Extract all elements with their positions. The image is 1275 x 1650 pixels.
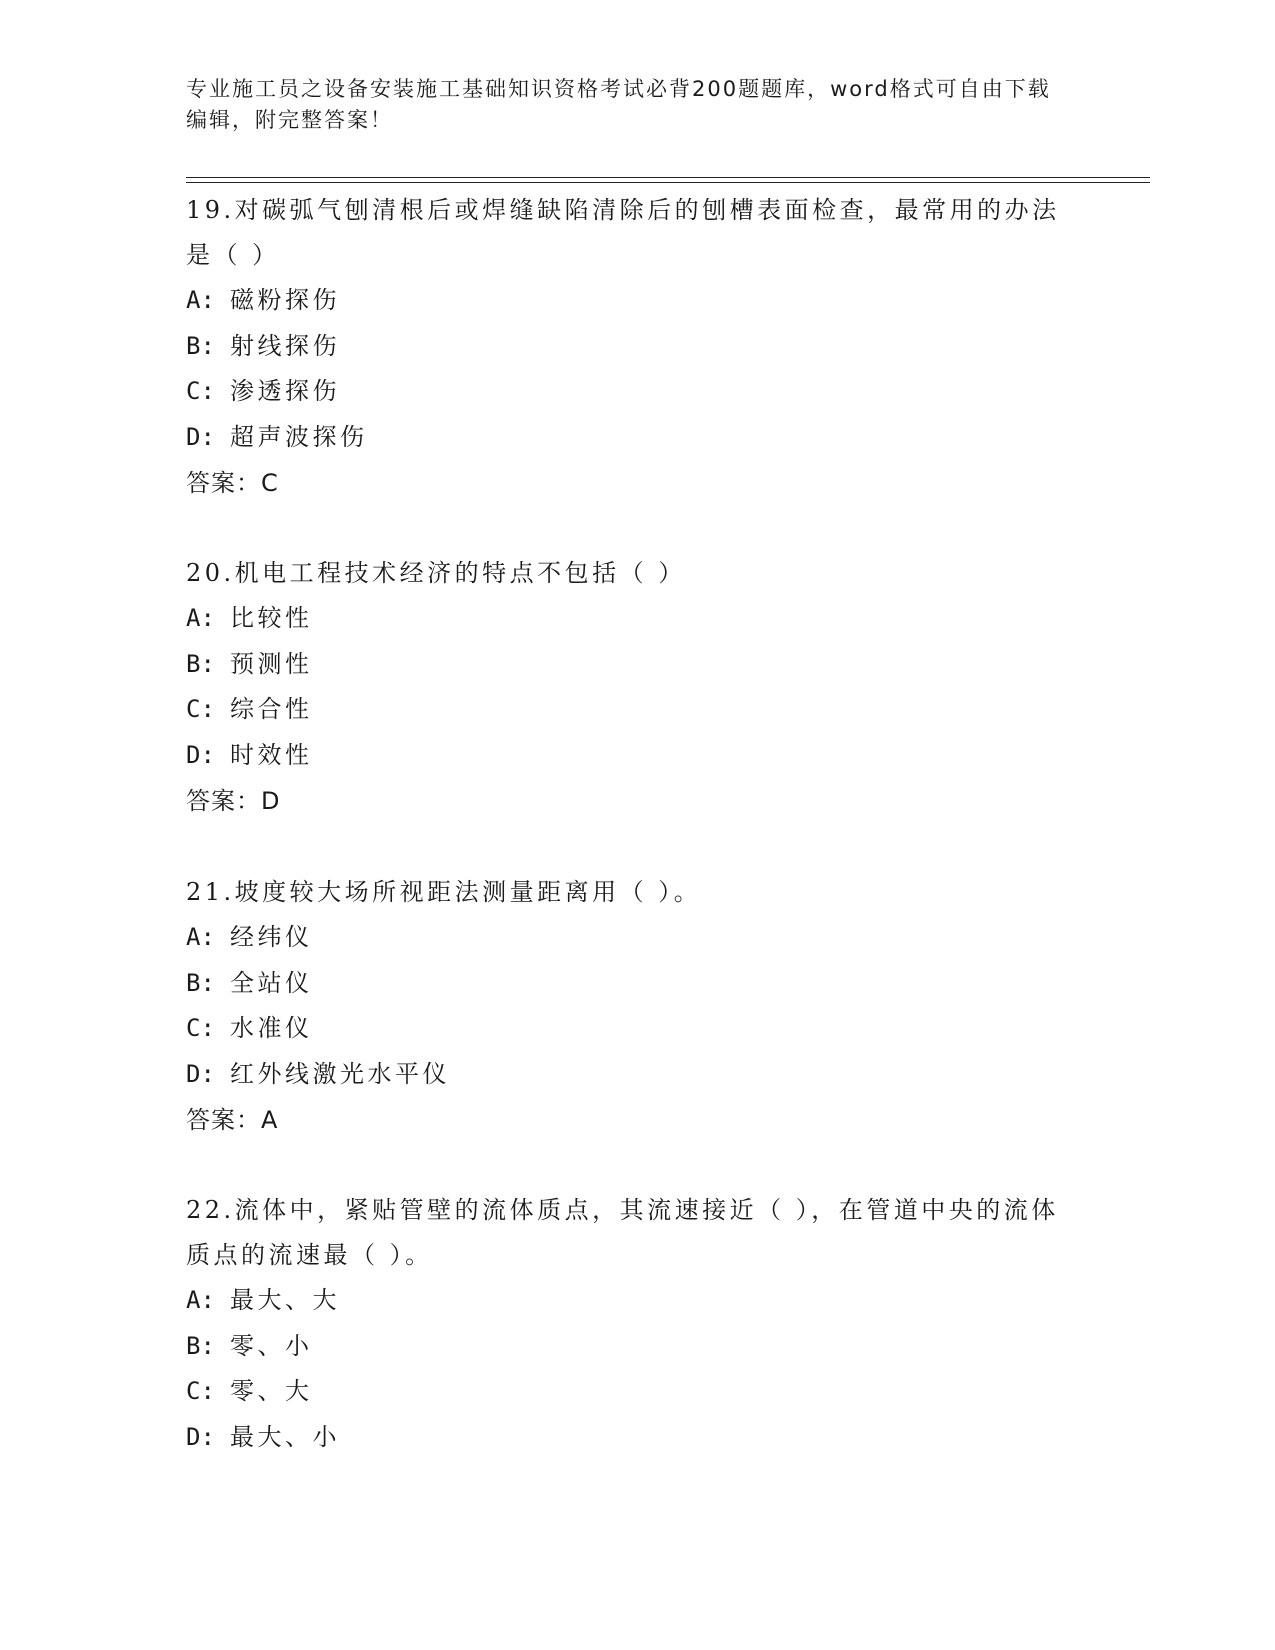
option-b: [186, 1324, 1086, 1370]
option-letter: C:: [186, 377, 215, 405]
option-d: [186, 733, 1086, 779]
document-header: 专业施工员之设备安装施工基础知识资格考试必背200题题库，word格式可自由下载编辑，附完整答案！: [186, 77, 1051, 132]
option-letter: D:: [186, 422, 215, 451]
question-stem: 22.流体中，紧贴管壁的流体质点，其流速接近（ ），在管道中央的流体质点的流速最（ ）。: [186, 1196, 1059, 1269]
option-letter: C:: [186, 695, 215, 723]
answer-line: 答案：C: [186, 469, 279, 497]
option-letter: C:: [186, 1377, 215, 1405]
option-d: [186, 415, 1086, 461]
option-c: [186, 1369, 1086, 1415]
header-divider-top: [186, 177, 1150, 178]
option-text: 最大、小: [230, 1422, 340, 1451]
option-letter: D:: [186, 740, 215, 769]
option-d: [186, 1052, 1086, 1098]
option-a: [186, 278, 1086, 324]
option-text: 射线探伤: [230, 331, 340, 360]
question-stem: 20.机电工程技术经济的特点不包括（ ）: [186, 559, 686, 587]
option-a: [186, 596, 1086, 642]
option-letter: B:: [186, 968, 215, 997]
option-text: 红外线激光水平仪: [230, 1059, 450, 1088]
option-text: 比较性: [230, 604, 313, 632]
option-letter: B:: [186, 331, 215, 360]
option-text: 时效性: [230, 740, 313, 769]
question-stem: 19.对碳弧气刨清根后或焊缝缺陷清除后的刨槽表面检查，最常用的办法是（ ）: [186, 196, 1060, 269]
option-letter: C:: [186, 1014, 215, 1042]
option-b: [186, 961, 1086, 1007]
question-21: [186, 870, 1086, 1143]
option-c: [186, 687, 1086, 733]
answer-line: 答案：D: [186, 787, 281, 815]
question-22: [186, 1188, 1086, 1460]
option-text: 预测性: [230, 649, 313, 678]
option-a: [186, 915, 1086, 961]
option-text: 综合性: [230, 695, 313, 723]
option-letter: A:: [186, 604, 215, 632]
option-letter: B:: [186, 649, 215, 678]
answer-line: 答案：A: [186, 1106, 279, 1134]
question-19: [186, 188, 1086, 506]
option-text: 零、大: [230, 1377, 313, 1405]
option-letter: A:: [186, 1286, 215, 1314]
option-text: 最大、大: [230, 1286, 340, 1314]
option-d: [186, 1415, 1086, 1461]
question-stem: 21.坡度较大场所视距法测量距离用（ ）。: [186, 878, 702, 906]
header-divider-bottom: [186, 182, 1150, 183]
option-text: 渗透探伤: [230, 377, 340, 405]
option-letter: D:: [186, 1422, 215, 1451]
option-text: 零、小: [230, 1331, 313, 1360]
option-text: 磁粉探伤: [230, 286, 340, 314]
option-c: [186, 369, 1086, 415]
option-text: 水准仪: [230, 1014, 313, 1042]
option-letter: A:: [186, 923, 215, 951]
option-a: [186, 1278, 1086, 1324]
option-c: [186, 1006, 1086, 1052]
option-text: 超声波探伤: [230, 422, 368, 451]
option-letter: B:: [186, 1331, 215, 1360]
option-text: 全站仪: [230, 968, 313, 997]
option-b: [186, 324, 1086, 370]
option-letter: D:: [186, 1059, 215, 1088]
question-20: [186, 551, 1086, 824]
option-text: 经纬仪: [230, 923, 313, 951]
option-letter: A:: [186, 286, 215, 314]
option-b: [186, 642, 1086, 688]
